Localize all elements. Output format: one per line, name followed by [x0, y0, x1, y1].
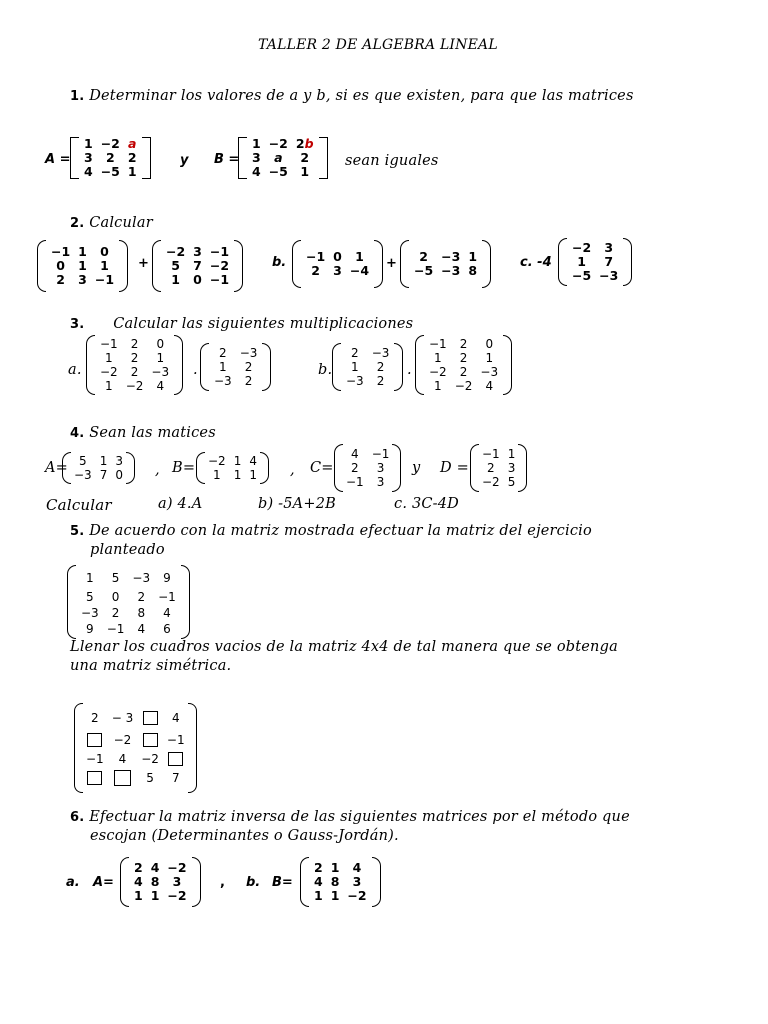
matrix-b: 1 −2 2b 3 a 2 4 −5 1	[238, 137, 328, 179]
p3-matrix-2: 2 −3 1 2 −3 2	[200, 343, 271, 391]
conjunction-y: y	[180, 153, 189, 168]
p6-matrix-b-label: B=	[272, 875, 293, 890]
p2-matrix-3: −1 0 1 2 3 −4	[292, 240, 383, 288]
p3-label-a: a.	[68, 362, 82, 378]
p6-matrix-a: 2 4 −2 4 8 3 1 1 −2	[120, 857, 201, 907]
p4-matrix-a: 5 1 3 −3 7 0	[62, 452, 135, 484]
matrix-b-label: B =	[214, 152, 240, 167]
problem-2-statement: 2. Calcular	[70, 215, 153, 231]
p2-matrix-2: −2 3 −1 5 7 −2 1 0 −1	[152, 240, 243, 292]
p3-matrix-1: −1 2 0 1 2 1 −2 2 −3 1 −2 4	[86, 335, 183, 395]
empty-cell[interactable]	[82, 729, 108, 751]
p4-matrix-b: −2 1 4 1 1 1	[196, 452, 269, 484]
page-title: TALLER 2 DE ALGEBRA LINEAL	[258, 37, 498, 53]
p4-comma-2: ,	[290, 462, 295, 478]
p2-matrix-4: 2 −3 1 −5 −3 8	[400, 240, 491, 288]
p2-matrix-1: −1 1 0 0 1 1 2 3 −1	[37, 240, 128, 292]
p5-matrix: 1 5 −3 9 5 0 2 −1 −3 2 8 4 9 −1 4 6	[67, 565, 190, 639]
p5-fill-instruction: Llenar los cuadros vacios de la matriz 4x4 de tal manera que se obtenga	[70, 639, 618, 655]
p4-label-b: B=	[172, 460, 196, 476]
p2-matrix-5: −2 3 1 7 −5 −3	[558, 238, 632, 286]
empty-cell[interactable]	[137, 707, 163, 729]
sean-iguales-text: sean iguales	[345, 153, 439, 169]
p4-matrix-d: −1 1 2 3 −2 5	[470, 444, 527, 492]
matrix-a: 1 −2 a 3 2 2 4 −5 1	[70, 137, 151, 179]
p4-conjunction-y: y	[412, 460, 421, 476]
p6-matrix-a-label: A=	[93, 875, 114, 890]
p6-label-b: b.	[246, 875, 261, 890]
empty-cell[interactable]	[82, 767, 108, 789]
label-c: c. -4	[520, 255, 552, 270]
p3-label-b: b.	[318, 362, 333, 378]
plus-sign-2: +	[386, 256, 397, 271]
problem-6-statement: 6. Efectuar la matriz inversa de las siguientes matrices por el método que	[70, 809, 630, 825]
p3-dot-a: .	[193, 362, 198, 378]
p6-matrix-b: 2 1 4 4 8 3 1 1 −2	[300, 857, 381, 907]
p4-label-c: C=	[310, 460, 334, 476]
problem-6-statement-cont: escojan (Determinantes o Gauss-Jordán).	[90, 828, 399, 844]
p4-item-c: c. 3C-4D	[394, 496, 460, 512]
p3-dot-b: .	[407, 362, 412, 378]
p6-comma: ,	[220, 875, 225, 890]
problem-3-statement: 3. Calcular las siguientes multiplicaciones	[70, 316, 414, 332]
p6-label-a: a.	[66, 875, 80, 890]
p5-symmetric-matrix: 2 − 3 4 −2 −1 −1 4 −2 5 7	[74, 703, 197, 793]
problem-5-statement: 5. De acuerdo con la matriz mostrada efectuar la matriz del ejercicio	[70, 523, 592, 539]
p4-item-b: b) -5A+2B	[258, 496, 336, 512]
empty-cell[interactable]	[137, 729, 163, 751]
empty-cell[interactable]	[163, 751, 189, 767]
p4-matrix-c: 4 −1 2 3 −1 3	[334, 444, 401, 492]
empty-cell[interactable]	[108, 767, 138, 789]
label-b: b.	[272, 255, 287, 270]
problem-4-statement: 4. Sean las matices	[70, 425, 216, 441]
p3-matrix-4: −1 2 0 1 2 1 −2 2 −3 1 −2 4	[415, 335, 512, 395]
p4-label-a: A=	[45, 460, 69, 476]
plus-sign: +	[138, 256, 149, 271]
p3-matrix-3: 2 −3 1 2 −3 2	[332, 343, 403, 391]
matrix-a-label: A =	[45, 152, 71, 167]
problem-1-statement: 1. Determinar los valores de a y b, si es que existen, para que las matrices	[70, 88, 634, 104]
p4-calcular: Calcular	[46, 496, 112, 514]
problem-5-statement-cont: planteado	[90, 542, 165, 558]
p4-item-a: a) 4.A	[158, 496, 203, 512]
p4-comma-1: ,	[155, 462, 160, 478]
p4-label-d: D =	[440, 460, 469, 476]
p5-fill-instruction-cont: una matriz simétrica.	[70, 658, 232, 674]
